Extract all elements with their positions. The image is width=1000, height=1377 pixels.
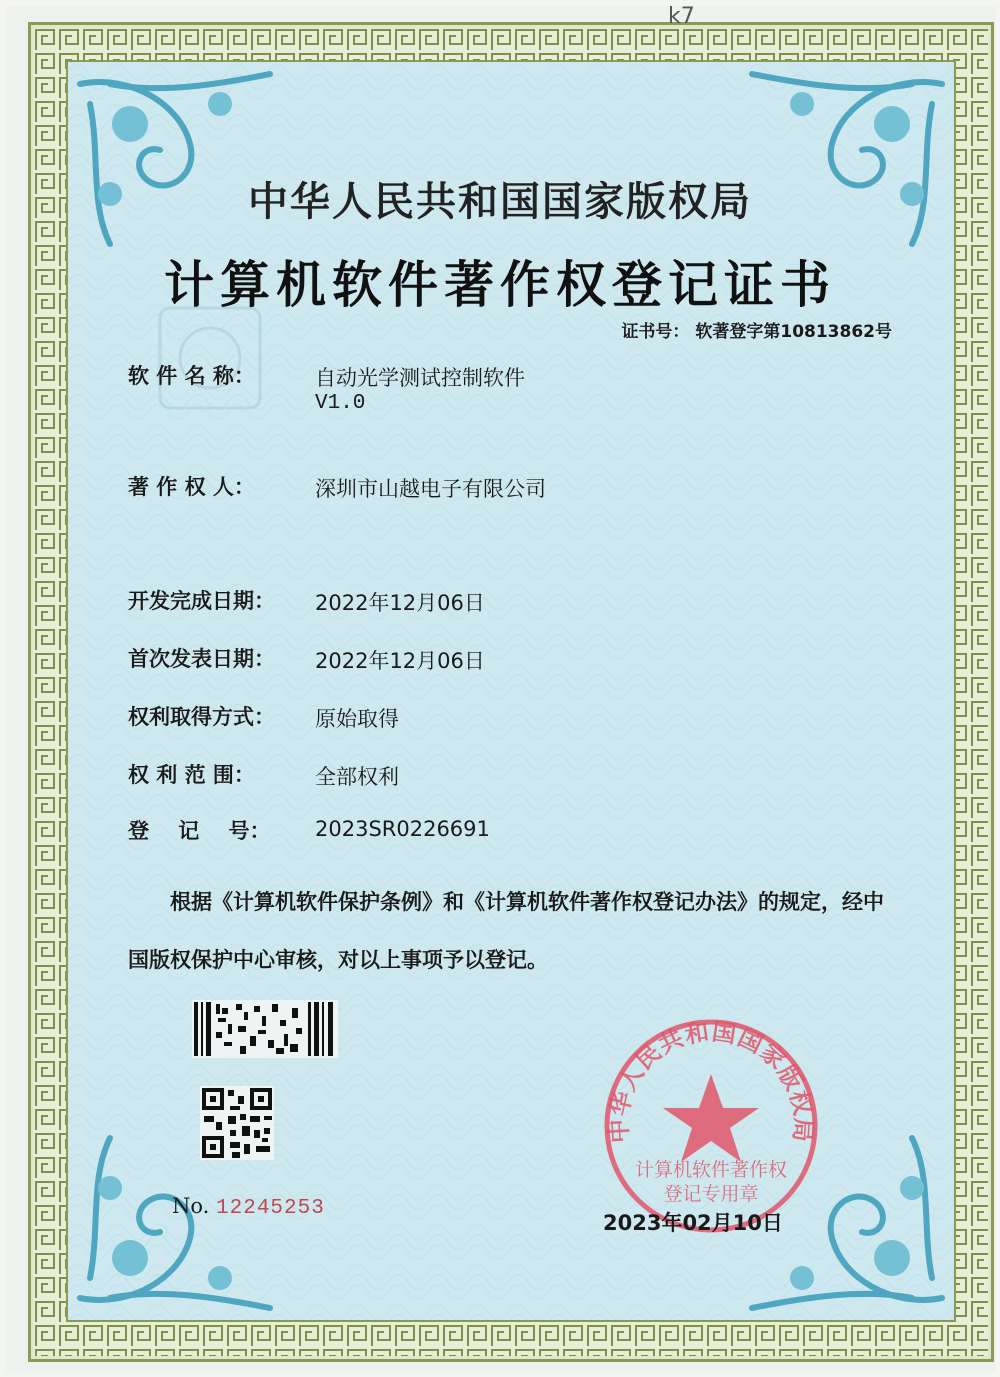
serial-number	[172, 1194, 325, 1220]
certificate-number-label: 证书号：	[621, 322, 690, 342]
copyright-owner-label: 著 作 权 人：	[128, 475, 255, 499]
registration-statement: 根据《计算机软件保护条例》和《计算机软件著作权登记办法》的规定，经中国版权保护中心审核，对以上事项予以登记。	[128, 890, 884, 972]
qr-code	[200, 1086, 274, 1160]
seal-star-icon	[663, 1074, 759, 1162]
registration-number-value: 2023SR0226691	[315, 817, 490, 841]
serial-prefix: No.	[172, 1194, 210, 1218]
certificate-number-value: 软著登字第10813862号	[695, 322, 892, 342]
publication-date-value: 2022年12月06日	[315, 649, 485, 673]
completion-date-label: 开发完成日期：	[128, 589, 275, 613]
acquisition-method-label: 权利取得方式：	[128, 705, 275, 729]
software-name-value: 自动光学测试控制软件	[315, 366, 525, 390]
certificate-title: 计算机软件著作权登记证书	[164, 256, 836, 314]
acquisition-method-value: 原始取得	[315, 707, 399, 731]
software-name-label: 软 件 名 称：	[128, 364, 255, 388]
serial-number-value: 12245253	[216, 1197, 325, 1220]
seal-ring-text: 中华人民共和国国家版权局	[604, 1017, 818, 1144]
copyright-owner-value: 深圳市山越电子有限公司	[315, 477, 546, 501]
issuer-title: 中华人民共和国国家版权局	[248, 179, 752, 225]
seal-line1: 计算机软件著作权	[634, 1159, 788, 1181]
issue-date: 2023年02月10日	[603, 1211, 783, 1235]
software-version-value: V1.0	[315, 392, 366, 415]
rights-scope-label: 权 利 范 围：	[128, 763, 255, 787]
barcode	[192, 1000, 338, 1058]
completion-date-value: 2022年12月06日	[315, 591, 485, 615]
publication-date-label: 首次发表日期：	[128, 647, 275, 671]
rights-scope-value: 全部权利	[315, 765, 399, 789]
registration-number-label: 登 记 号：	[128, 819, 271, 843]
seal-line2: 登记专用章	[663, 1183, 759, 1205]
handwritten-mark: k7	[668, 4, 695, 29]
certificate-number	[621, 317, 892, 342]
